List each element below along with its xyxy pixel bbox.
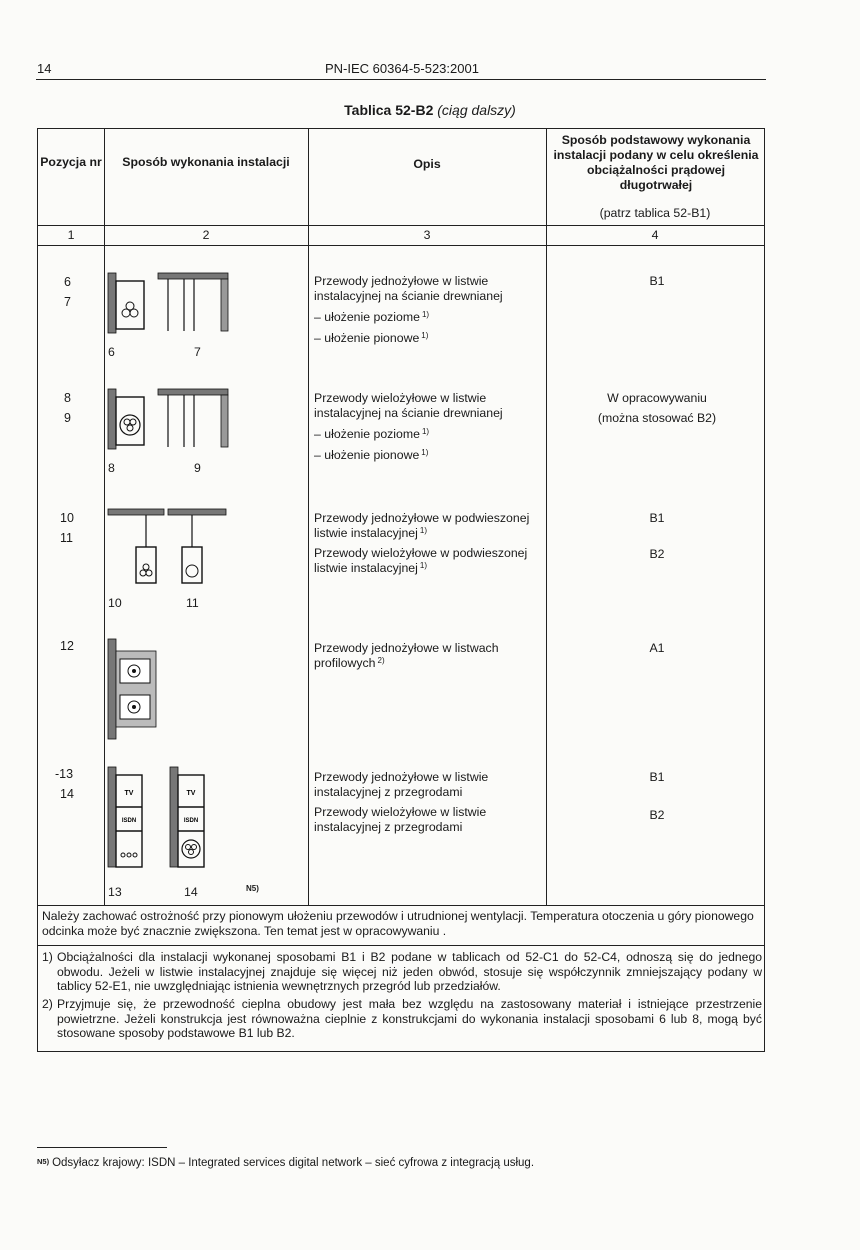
basic-method-note: (można stosować B2) [597, 411, 717, 425]
diagram-label: 8 [108, 461, 115, 475]
diagram-label: 6 [108, 345, 115, 359]
basic-method: W opracowywaniu [607, 391, 707, 405]
isdn-label: ISDN [121, 818, 137, 824]
row-position-number: 6 [64, 275, 71, 289]
row-position-number: 14 [60, 787, 74, 801]
column-number: 4 [651, 228, 659, 242]
footnote-number: 2) [42, 997, 53, 1011]
diagram-12 [106, 637, 186, 747]
subitem-text: – ułożenie pionowe [314, 331, 420, 345]
diagram-8-9 [106, 385, 236, 475]
subitem-text: – ułożenie pionowe [314, 448, 420, 462]
description-subitem [314, 448, 544, 463]
footnote-ref: 1) [421, 448, 429, 457]
table-title-italic: (ciąg dalszy) [437, 102, 516, 118]
row-position-number: -13 [55, 767, 74, 781]
tv-label: TV [186, 790, 196, 797]
row-description [314, 641, 544, 671]
subitem-text: – ułożenie poziome [314, 427, 420, 441]
description-text: Przewody jednożyłowe w podwieszonej listwie instalacyjnej [314, 511, 530, 540]
diagram-label: 10 [108, 596, 122, 610]
table-footnote [42, 950, 762, 994]
diagram-13-14 [106, 765, 246, 875]
header-description: Opis [413, 157, 441, 171]
description-text: Przewody wielożyłowe w listwie instalacyjnej na ścianie drewnianej [314, 391, 503, 420]
footnote-ref: 2) [377, 656, 385, 665]
footnote-ref: 1) [419, 526, 428, 535]
installation-table [37, 128, 765, 1052]
description-text: Przewody jednożyłowe w listwie instalacyjnej na ścianie drewnianej [314, 274, 503, 303]
footnote-text: Przyjmuje się, że przewodność cieplna obudowy jest mała bez względu na zastosowany materiał i istniejące przestrzenie powietrzne. Jeżeli konstrukcja jest równoważna cieplnie z konstrukcjami do wykonania instalacji sposobami 6 lub 8, mogą być stosowane sposoby podstawowe B1 lub B2. [57, 997, 762, 1041]
column-number: 2 [202, 228, 210, 242]
table-title-bold: Tablica 52-B2 [344, 102, 434, 118]
caution-note: Należy zachować ostrożność przy pionowym ułożeniu przewodów i utrudnionej wentylacji. Temperatura otoczenia u góry pionowego odcinka może być znacznie zwiększona. Ten temat jest w opracowywaniu . [42, 909, 754, 938]
row-position-number: 7 [64, 295, 71, 309]
column-number: 1 [67, 228, 75, 242]
row-divider [38, 905, 764, 906]
diagram-10-11 [106, 505, 236, 595]
diagram-label: 7 [194, 345, 201, 359]
national-footnote-mark: N5) [37, 1157, 50, 1166]
row-position-value: 13 [59, 767, 74, 781]
page-number: 14 [37, 61, 52, 76]
table-title [0, 102, 860, 118]
isdn-label: ISDN [183, 818, 199, 824]
row-position-number: 12 [60, 639, 74, 653]
diagram-label: 9 [194, 461, 201, 475]
basic-method: A1 [649, 641, 665, 655]
footnote-ref: 1) [421, 427, 430, 436]
footnote-ref: 1) [421, 331, 429, 340]
description-text: Przewody wielożyłowe w listwie instalacyjnej z przegrodami [314, 805, 487, 834]
diagram-label: 11 [186, 596, 199, 610]
row-description [314, 391, 544, 463]
row-position-number: 8 [64, 391, 71, 405]
tv-label: TV [124, 790, 134, 797]
description-text: Przewody jednożyłowe w listwach profilowych [314, 641, 499, 670]
row-divider [38, 945, 764, 946]
description-subitem [314, 331, 544, 346]
footnote-number: 1) [42, 950, 53, 964]
row-description [314, 511, 544, 576]
diagram-label: 14 [184, 885, 198, 899]
footnote-text: Obciążalności dla instalacji wykonanej sposobami B1 i B2 podane w tablicach od 52-C1 do 52-C4, odnoszą się do jednego obwodu. Jeżeli w listwie instalacyjnej znajduje się więcej niż jeden obwód, stosuje się współczynnik zmniejszający podany w tablicy 52-E1, nie uwzględniając istnienia wewnętrznych przegród lub przedziałów. [57, 950, 762, 994]
basic-method: B1 [649, 511, 665, 525]
header-position: Pozycja nr [40, 155, 102, 169]
national-footnote [37, 1157, 534, 1169]
basic-method: B1 [649, 770, 665, 784]
header-rule [36, 79, 766, 80]
column-number: 3 [423, 228, 431, 242]
basic-method: B2 [649, 808, 665, 822]
row-description [314, 274, 544, 346]
header-basic-method: Sposób podstawowy wykonania instalacji podany w celu określenia obciążalności prądowej długotrwałej [553, 133, 759, 192]
diagram-label: 13 [108, 885, 122, 899]
basic-method: B1 [649, 274, 665, 288]
description-subitem [314, 310, 544, 325]
national-footnote-text: Odsyłacz krajowy: ISDN – Integrated services digital network – sieć cyfrowa z integracją usług. [52, 1157, 535, 1169]
row-description [314, 770, 544, 835]
basic-method: B2 [649, 547, 665, 561]
standard-id: PN-IEC 60364-5-523:2001 [325, 61, 479, 76]
table-footnote [42, 997, 762, 1041]
row-position-number: 10 [60, 511, 74, 525]
footnote-ref: 1) [419, 561, 428, 570]
description-text: Przewody jednożyłowe w listwie instalacyjnej z przegrodami [314, 770, 489, 799]
description-subitem [314, 427, 544, 442]
description-text: Przewody wielożyłowe w podwieszonej listwie instalacyjnej [314, 546, 528, 575]
footnote-ref: 1) [421, 310, 430, 319]
header-basic-method-ref: (patrz tablica 52-B1) [599, 206, 711, 220]
diagram-6-7 [106, 269, 236, 359]
row-divider [38, 245, 764, 246]
row-position-number: 11 [60, 531, 73, 545]
row-position-number: 9 [64, 411, 71, 425]
header-method: Sposób wykonania instalacji [122, 155, 290, 169]
footnote-rule [37, 1147, 167, 1148]
national-footnote-ref: N5) [246, 884, 259, 893]
subitem-text: – ułożenie poziome [314, 310, 420, 324]
row-divider [38, 225, 764, 226]
